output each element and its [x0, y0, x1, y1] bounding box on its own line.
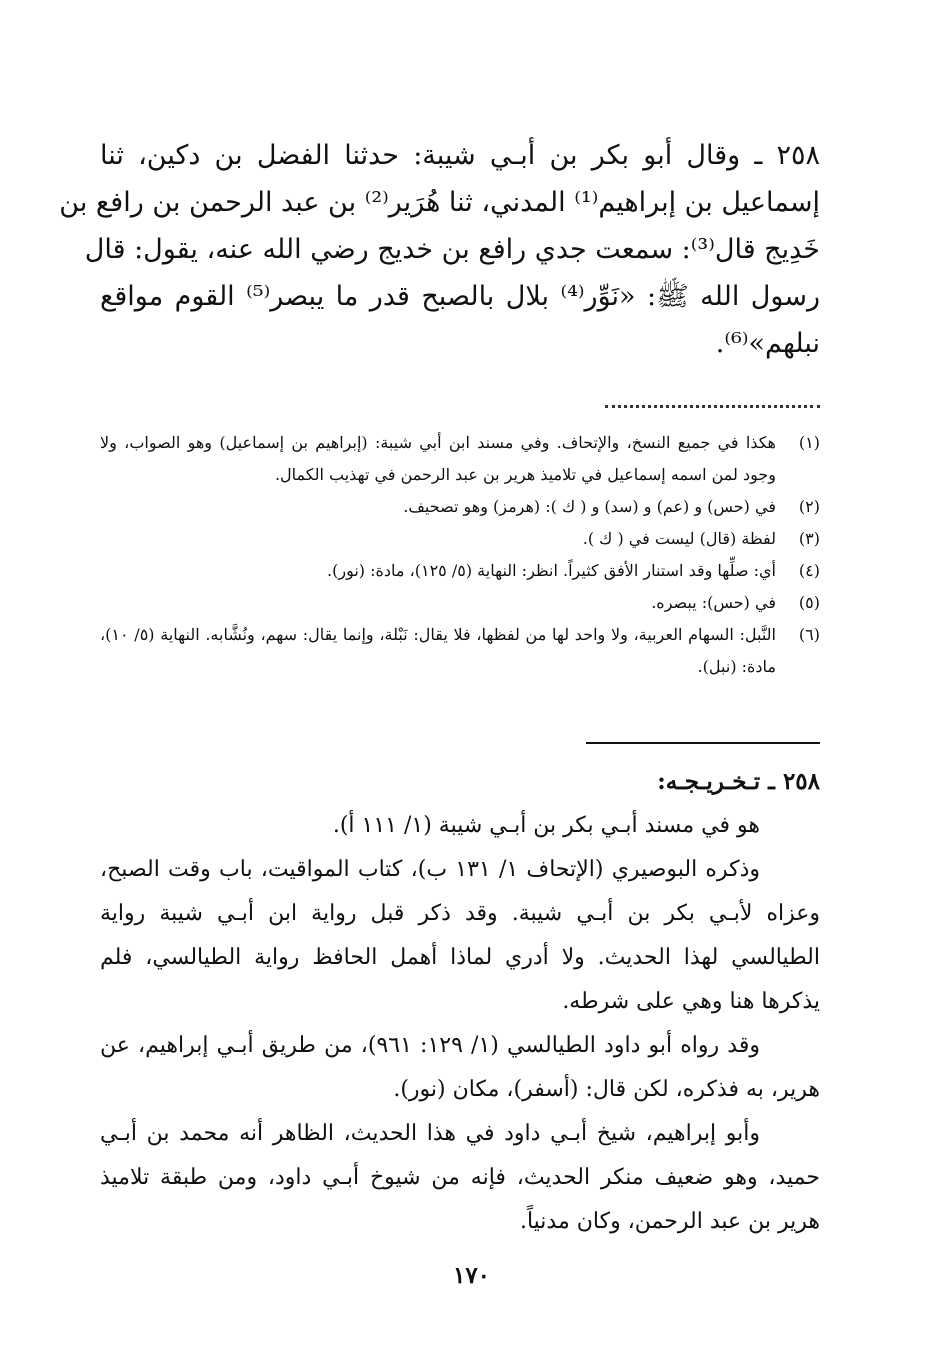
footnotes — [100, 427, 820, 683]
takhrij-section — [100, 760, 820, 1244]
hadith-line: خَدِيج قال⁽³⁾: سمعت جدي رافع بن خديج رضي الله عنه، يقول: قال — [84, 234, 820, 265]
footnote-text: هكذا في جميع النسخ، والإتحاف. وفي مسند ابن أبي شيبة: (إبراهيم بن إسماعيل) وهو الصواب، ولا وجود لمن اسمه إسماعيل في تلاميذ هرير بن عبد الرحمن في تهذيب الكمال. — [100, 433, 776, 484]
takhrij-paragraph: هو في مسند أبـي بكر بن أبـي شيبة (١/ ١١١ أ). — [332, 813, 760, 838]
hadith-line: ٢٥٨ ـ وقال أبو بكر بن أبـي شيبة: حدثنا الفضل بن دكين، ثنا — [100, 140, 820, 171]
takhrij-paragraph: وأبو إبراهيم، شيخ أبـي داود في هذا الحديث، الظاهر أنه محمد بن أبـي حميد، وهو ضعيف منكر الحديث، فإنه من شيوخ أبـي داود، ومن طبقة تلاميذ هرير بن عبد الرحمن، وكان مدنياً. — [100, 1121, 820, 1234]
footnote-text: في (حس): يبصره. — [651, 593, 776, 612]
footnote-number: (١) — [798, 433, 820, 452]
footnote-text: في (حس) و (عم) و (سد) و ( ك ): (هرمز) وهو تصحيف. — [403, 497, 776, 516]
footnote-text: النَّبل: السهام العربية، ولا واحد لها من لفظها، فلا يقال: نَبْلة، وإنما يقال: سهم، ونُشَّابه. النهاية (٥/ ١٠)، مادة: (نبل). — [100, 625, 777, 676]
footnote-text: أي: صلِّها وقد استنار الأفق كثيراً. انظر: النهاية (٥/ ١٢٥)، مادة: (نور). — [327, 561, 776, 580]
footnote-number: (٢) — [798, 497, 820, 516]
takhrij-paragraph: وذكره البوصيري (الإتحاف ١/ ١٣١ ب)، كتاب المواقيت، باب وقت الصبح، وعزاه لأبـي بكر بن أبـي شيبة. وقد ذكر قبل رواية ابن أبـي شيبة رواية الطيالسي لهذا الحديث. ولا أدري لماذا أهمل الحافظ رواية الطيالسي، فلم يذكرها هنا وهي على شرطه. — [100, 857, 820, 1014]
footnote — [100, 619, 820, 683]
hadith-text — [59, 132, 821, 367]
footnote — [100, 555, 820, 587]
hadith-line: إسماعيل بن إبراهيم⁽¹⁾ المدني، ثنا هُرَير⁽²⁾ بن عبد الرحمن بن رافع بن — [59, 187, 820, 218]
footnote-separator — [605, 405, 820, 408]
footnote — [100, 491, 820, 523]
section-divider — [586, 742, 820, 744]
footnote-number: (٤) — [798, 561, 820, 580]
footnote-number: (٦) — [798, 625, 820, 644]
footnote-text: لفظة (قال) ليست في ( ك ). — [582, 529, 776, 548]
takhrij-heading: ٢٥٨ ـ تـخـريـجـه: — [657, 768, 820, 795]
takhrij-paragraph: وقد رواه أبو داود الطيالسي (١/ ١٢٩: ٩٦١)، من طريق أبـي إبراهيم، عن هرير، به فذكره، لكن قال: (أسفر)، مكان (نور). — [100, 1033, 820, 1102]
hadith-line: رسول الله ﷺ: «نَوِّر⁽⁴⁾ بلال بالصبح قدر ما يبصر⁽⁵⁾ القوم مواقع — [100, 281, 821, 312]
footnote — [100, 523, 820, 555]
footnote-number: (٣) — [798, 529, 820, 548]
page-number: ١٧٠ — [452, 1262, 491, 1289]
hadith-line: نبلهم»⁽⁶⁾. — [715, 328, 820, 359]
footnote — [100, 587, 820, 619]
footnote-number: (٥) — [798, 593, 820, 612]
footnote — [100, 427, 820, 491]
